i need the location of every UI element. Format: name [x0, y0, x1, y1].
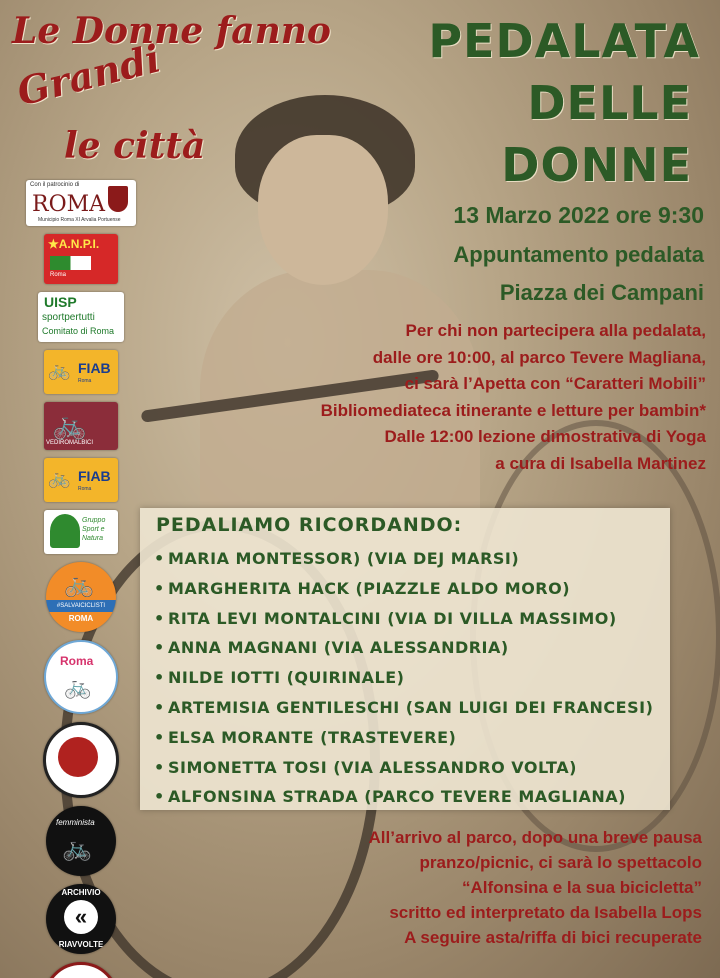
list-item [154, 753, 653, 783]
list-item-text: ELSA MORANTE (TRASTEVERE) [168, 727, 457, 747]
list-item-text: NILDE IOTTI (QUIRINALE) [168, 668, 405, 688]
list-item [154, 633, 653, 663]
uisp-logo [38, 292, 124, 342]
uisp-logo-line2: sportpertutti [42, 312, 95, 323]
anpi-logo-sub: Roma [50, 272, 67, 278]
list-item-text: RITA LEVI MONTALCINI (VIA DI VILLA MASSIMO) [168, 608, 617, 628]
title-line-3: DONNE [501, 138, 692, 192]
bullet-icon: • [154, 697, 165, 717]
remembering-list [154, 544, 653, 812]
gear-icon [58, 737, 98, 777]
uisp-logo-line3: Comitato di Roma [42, 326, 115, 336]
bicycle-icon: 🚲 [62, 835, 92, 862]
footer-line: “Alfonsina e la sua bicicletta” [462, 878, 702, 897]
tagline-line-3: le città [64, 125, 206, 167]
bicycle-icon: 🚲 [48, 468, 71, 488]
bullet-icon: • [154, 608, 165, 628]
roma-patronage-text: Con il patrocinio di [30, 182, 80, 188]
italian-flag-icon [50, 256, 112, 270]
roma-municipio-text: Municipio Roma XI Arvalia Portuense [38, 217, 121, 223]
roma-logo [26, 180, 136, 226]
anpi-logo-text: ★A.N.P.I. [48, 237, 100, 251]
list-item-text: ARTEMISIA GENTILESCHI (SAN LUIGI DEI FRANCESI) [168, 697, 654, 717]
uisp-logo-text: UISP [44, 294, 77, 310]
fiab-logo-sub: Roma [78, 486, 92, 492]
event-date: 13 Marzo 2022 ore 9:30 [453, 202, 704, 228]
title-line-1: PEDALATA [428, 14, 700, 68]
bicycle-icon: 🚲 [64, 674, 92, 699]
salvaiciclisti-logo-text: #SALVAICICLISTI [46, 600, 116, 612]
list-item-text: MARGHERITA HACK (PIAZZLE ALDO MORO) [168, 578, 571, 598]
bicycle-icon: 🚲 [52, 409, 87, 440]
details-line: a cura di Isabella Martinez [495, 453, 706, 473]
bicycle-icon: 🚲 [64, 571, 94, 598]
vediromalbici-logo [44, 402, 118, 450]
salvaiciclisti-city: ROMA [68, 614, 94, 623]
bullet-icon: • [154, 727, 165, 747]
anpi-logo [44, 234, 118, 284]
details-line: Bibliomediateca itinerante e letture per bambin* [320, 400, 706, 420]
event-meeting: Appuntamento pedalata [453, 242, 704, 267]
list-item-text: ANNA MAGNANI (VIA ALESSANDRIA) [168, 638, 509, 658]
bike-roma-logo-text: Roma [60, 654, 94, 668]
footer-line: pranzo/picnic, ci sarà lo spettacolo [419, 853, 702, 872]
list-item [154, 574, 653, 604]
teatro-macchia-rossa-logo [43, 962, 119, 978]
fiab-logo-text: FIAB [78, 468, 111, 484]
details-line: ci sarà l’Apetta con “Caratteri Mobili” [404, 374, 706, 393]
rewind-icon: « [64, 900, 98, 934]
bullet-icon: • [154, 668, 165, 688]
remembering-box [140, 508, 670, 810]
list-item [154, 782, 653, 812]
fiab-logo [44, 350, 118, 394]
fiab-logo-2 [44, 458, 118, 502]
roma-shield-icon [108, 186, 128, 212]
gruppo-sport-natura-logo [44, 510, 118, 554]
fiab-logo-text: FIAB [78, 360, 111, 376]
ciclofficina-popolare-logo [43, 722, 119, 798]
list-item-text: ALFONSINA STRADA (PARCO TEVERE MAGLIANA) [168, 787, 626, 807]
tagline-line-1: Le Donne fanno [12, 10, 331, 52]
list-item [154, 544, 653, 574]
archivio-riavvolte-logo [46, 884, 116, 954]
bullet-icon: • [154, 787, 165, 807]
list-item [154, 604, 653, 634]
list-item-text: MARIA MONTESSOR) (VIA DEJ MARSI) [168, 549, 520, 568]
tree-icon [50, 514, 80, 548]
footer-text [369, 825, 702, 950]
footer-line: A seguire asta/riffa di bici recuperate [404, 928, 702, 947]
bullet-icon: • [154, 757, 165, 777]
list-item [154, 693, 653, 723]
event-details [321, 318, 706, 477]
remembering-heading: PEDALIAMO RICORDANDO: [156, 514, 463, 536]
roma-logo-text: ROMA [32, 192, 106, 217]
details-line: Dalle 12:00 lezione dimostrativa di Yoga [384, 427, 706, 446]
sponsor-logos [26, 180, 136, 978]
bullet-icon: • [154, 549, 165, 568]
gruppo-logo-text: Gruppo Sport e Natura [82, 517, 106, 542]
details-line: Per chi non partecipera alla pedalata, [405, 321, 706, 340]
footer-line: All’arrivo al parco, dopo una breve pausa [368, 828, 702, 847]
event-place: Piazza dei Campani [499, 280, 704, 305]
tagline-line-2: Grandi [12, 35, 165, 115]
bicycle-icon: 🚲 [48, 360, 71, 380]
details-line: dalle ore 10:00, al parco Tevere Magliana, [372, 347, 706, 367]
bullet-icon: • [154, 638, 165, 658]
femminista-logo [46, 806, 116, 876]
bike-roma-logo [44, 640, 118, 714]
fiab-logo-sub: Roma [78, 378, 92, 384]
list-item [154, 663, 653, 693]
femminista-logo-text: femminista [56, 818, 95, 827]
salvaiciclisti-logo [46, 562, 116, 632]
archivio-logo-top: ARCHIVIO [61, 888, 101, 897]
list-item [154, 723, 653, 753]
list-item-text: SIMONETTA TOSI (VIA ALESSANDRO VOLTA) [168, 757, 577, 777]
footer-line: scritto ed interpretato da Isabella Lops [389, 903, 702, 922]
archivio-logo-bottom: RIAVVOLTE [58, 940, 104, 949]
title-line-2: DELLE [527, 76, 692, 130]
vediromalbici-logo-text: VEDIROMALBICI [46, 440, 94, 446]
woman-face [258, 135, 388, 285]
bullet-icon: • [154, 578, 165, 598]
